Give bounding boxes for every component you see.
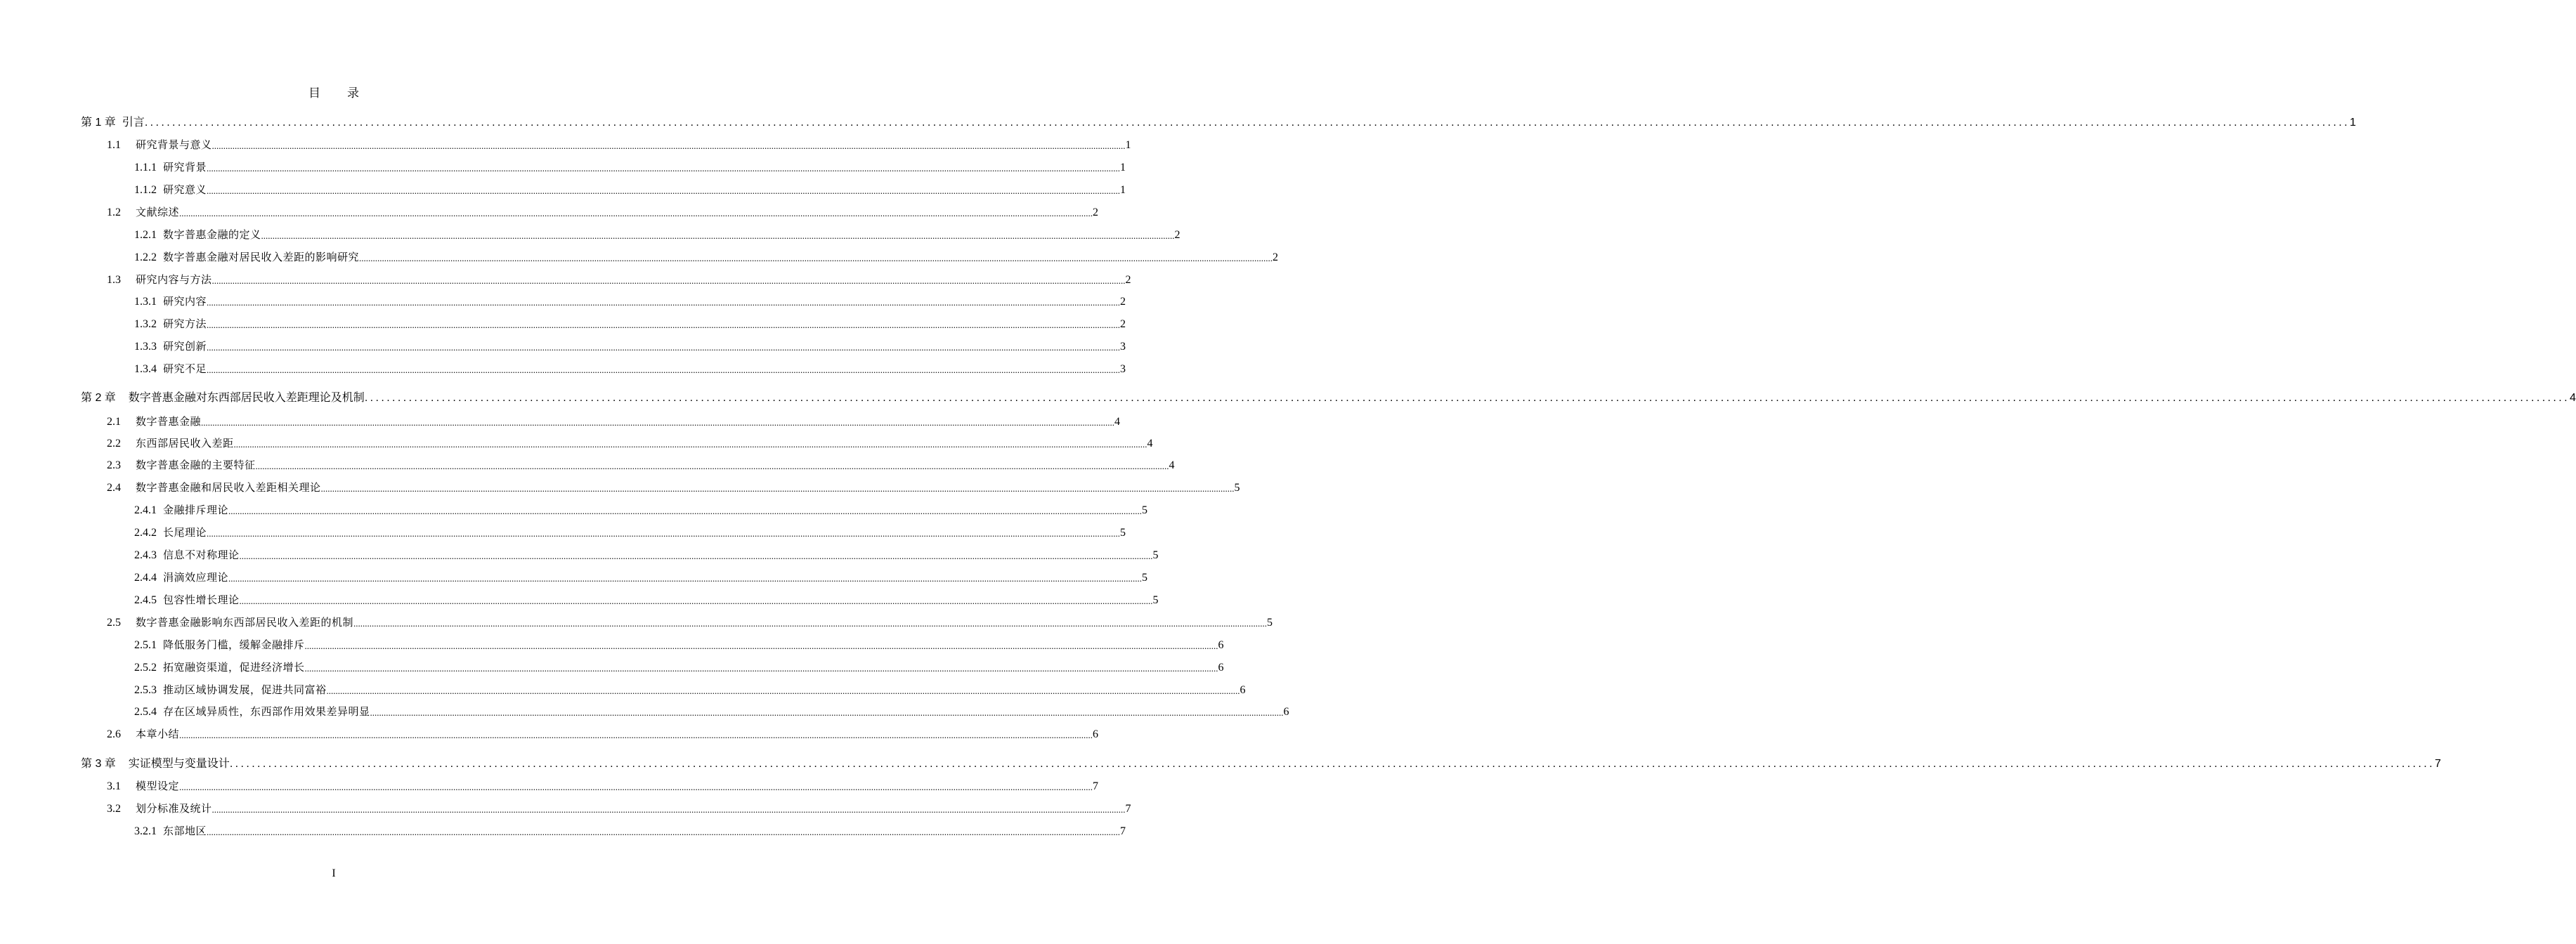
toc-entry-label [81,113,145,129]
toc-entry-number: 2.6 [107,728,121,740]
toc-entry-label [134,570,228,584]
toc-leader-dots: ................................................................................................................................................................................................................................................................................................................................................................................................................ [239,551,1153,562]
toc-entry-label [134,361,207,376]
toc-entry-label [134,249,359,264]
toc-entry-title: 文献综述 [136,206,180,218]
toc-leader-dots: ................................................................................................................................................................................................................................................................................................................................................................................................................ [207,320,1121,331]
toc-entry-title: 金融排斥理论 [163,504,229,516]
toc-entry [107,776,1099,793]
toc-entry [107,478,1240,494]
toc-entry-label [107,615,353,629]
toc-title [0,83,668,101]
toc-entry-number: 2.4 [107,482,121,494]
toc-entry [134,702,1289,719]
toc-entry-title: 长尾理论 [163,526,207,539]
toc-entry [134,180,1126,197]
toc-entry-label [134,339,207,353]
toc-entry-title: 包容性增长理论 [163,594,240,606]
toc-entry [81,388,2576,405]
toc-entry-title: 数字普惠金融的主要特征 [136,459,256,471]
toc-leader-dots: ................................................................................................................................................................................................................................................................................................................................................................................................................ [207,297,1121,308]
toc-leader-dots: ................................................................................................................................................................................................................................................................................................................................................................................................................ [179,782,1093,793]
toc-entry-label [107,435,234,450]
toc-entry-page: 4 [2569,392,2576,404]
toc-entry-page: 5 [1152,594,1159,606]
toc-leader-dots: ................................................................................................................................................................................................................................................................................................................................................................................................................ [207,342,1121,353]
toc-entry-page: 2 [1125,274,1131,286]
toc-entry-title: 研究内容 [163,295,207,308]
toc-entry-page: 6 [1218,662,1224,674]
toc-entry-label [81,388,365,405]
toc-entry-title: 模型设定 [136,780,180,792]
toc-entry-number: 1.3.2 [134,318,157,330]
toc-entry-label [134,637,305,652]
toc-entry-page: 5 [1234,482,1240,494]
toc-leader-dots: ................................................................................................................................................................................................................................................................................................................................................................................................................ [207,185,1121,197]
toc-entry-number: 2.5.3 [134,684,157,696]
toc-entry [134,247,1279,264]
toc-entry-title: 数字普惠金融对居民收入差距的影响研究 [163,251,360,263]
toc-entry-page: 1 [1125,139,1131,151]
toc-entry-page: 5 [1152,549,1159,561]
toc-entry-title: 数字普惠金融影响东西部居民收入差距的机制 [136,616,354,629]
toc-entry-label [134,227,261,242]
toc-entry-number: 3.2.1 [134,825,157,837]
toc-entry-page: 4 [1114,416,1121,428]
toc-leader-dots: ................................................................................................................................................................................................................................................................................................................................................................................................................ [207,365,1121,376]
toc-entry-title: 研究内容与方法 [136,273,212,286]
toc-leader-dots: ................................................................................................................................................................................................................................................................................................................................................................................................................ [179,208,1093,219]
toc-entry-label [134,682,327,697]
toc-entry-page: 6 [1240,684,1246,696]
toc-entry-label [134,592,240,607]
toc-entry [134,657,1224,674]
toc-entry-page: 7 [2434,758,2441,770]
toc-entry-label [134,704,370,719]
toc-entry-number: 2.5 [107,617,121,629]
toc-entry-number: 1.3.4 [134,363,157,375]
toc-entry-label [107,204,179,219]
toc-entry-title: 涓滴效应理论 [163,571,229,584]
toc-leader-dots: ................................................................................................................................................................................................................................................................................................................................................................................................................ [207,163,1121,174]
toc-entry-title: 存在区域异质性，东西部作用效果差异明显 [163,705,370,718]
toc-leader-dots: ................................................................................................................................................................................................................................................................................................................................................................................................................ [261,230,1175,242]
toc-entry-title: 拓宽融资渠道，促进经济增长 [163,661,305,674]
toc-leader-dots: ................................................................................................................................................................................................................................................................................................................................................................................................................ [239,596,1153,607]
toc-entry [107,433,1153,450]
toc-leader-dots: ................................................................................................................................................................................................................................................................................................................................................................................................................ [320,483,1235,494]
toc-entry-title: 研究背景 [163,161,207,173]
toc-entry-title: 数字普惠金融的定义 [163,228,261,241]
toc-entry-title: 东西部居民收入差距 [136,437,234,450]
toc-entry-label [134,823,207,838]
toc-entry-title: 实证模型与变量设计 [128,758,230,770]
toc-title-part1: 目 [308,86,320,100]
toc-entry [134,314,1126,331]
toc-entry-page: 1 [1120,162,1126,173]
toc-entry-page: 7 [1093,780,1099,792]
toc-entry-page: 6 [1283,706,1289,718]
toc-entry-page: 7 [1120,825,1126,837]
toc-entry [107,799,1131,815]
toc-entry [134,523,1126,539]
toc-entry [134,545,1159,562]
toc-entry-title: 数字普惠金融对东西部居民收入差距理论及机制 [128,392,365,404]
toc-entry [134,225,1180,242]
toc-entry-title: 本章小结 [136,728,180,740]
toc-entry-number: 2.2 [107,438,121,450]
toc-entry-title: 研究方法 [163,317,207,330]
toc-entry-number: 1.2.2 [134,251,157,263]
toc-leader-dots: ................................................................................................................................................................................................................................................................................................................................................................................................................ [179,730,1093,741]
toc-leader-dots: ................................................................................................................................................................................................................................................................................................................................................................................................................ [228,506,1143,517]
toc-entry-page: 5 [1142,504,1148,516]
toc-title-part2: 录 [347,86,359,100]
toc-entry-title: 降低服务门槛，缓解金融排斥 [163,638,305,651]
toc-leader-dots: ................................................................................................................................................................................................................................................................................................................................................................................................................ [233,439,1147,450]
toc-entry-title: 划分标准及统计 [136,802,212,815]
toc-entry-number: 1.3.3 [134,341,157,353]
toc-entry-page: 3 [1120,363,1126,375]
toc-entry-number: 2.5.4 [134,706,157,718]
toc-entry-page: 3 [1120,341,1126,353]
toc-entry-title: 信息不对称理论 [163,549,240,561]
toc-entry-title: 东部地区 [163,825,207,837]
toc-entry-number: 1.2.1 [134,229,157,241]
toc-entry-label [134,294,207,308]
toc-entry-number: 2.4.1 [134,504,157,516]
toc-entry-number: 2.4.5 [134,594,157,606]
toc-entry [134,500,1148,517]
toc-entry [134,291,1126,308]
toc-entry-number: 2.3 [107,459,121,471]
toc-entry-page: 2 [1273,251,1279,263]
toc-entry [134,568,1148,584]
toc-entry-label [107,457,256,472]
toc-entry-page: 1 [2349,117,2356,129]
toc-entry-number: 2.1 [107,416,121,428]
toc-entry-label [81,754,230,771]
toc-entry [107,202,1099,219]
toc-entry-number: 2.4.2 [134,527,157,539]
toc-leader-dots: ................................................................................................................................................................................................................................................................................................................................................................................................................ [207,528,1121,539]
toc-leader-dots: ................................................................................................................................................................................................................................................................................................................................................................................................................ [212,140,1126,152]
toc-entry-number: 1.3.1 [134,296,157,308]
toc-entry [107,270,1131,287]
toc-leader-dots: ................................................................................................................................................................................................................................................................................................................................................................................................................ [229,757,2435,770]
toc-entry-label [107,801,212,815]
toc-entry [134,157,1126,174]
toc-entry-label [107,414,201,428]
toc-entry [81,112,2356,129]
toc-leader-dots: ................................................................................................................................................................................................................................................................................................................................................................................................................ [144,116,2350,129]
toc-entry-page: 5 [1142,572,1148,584]
toc-entry [107,724,1099,741]
toc-entry-label [107,726,179,741]
toc-entry-number: 2.4.4 [134,572,157,584]
toc-entry-label [134,182,207,197]
toc-entry-number: 2.5.1 [134,639,157,651]
toc-entry-label [134,316,207,331]
toc-leader-dots: ................................................................................................................................................................................................................................................................................................................................................................................................................ [304,641,1218,652]
toc-entry-title: 研究背景与意义 [136,138,212,151]
toc-entry-page: 1 [1120,184,1126,196]
toc-entry-number: 3.1 [107,780,121,792]
toc-entry [81,754,2441,771]
toc-leader-dots: ................................................................................................................................................................................................................................................................................................................................................................................................................ [228,573,1143,584]
toc-leader-dots: ................................................................................................................................................................................................................................................................................................................................................................................................................ [370,707,1284,719]
toc-entry-label [134,525,207,539]
toc-leader-dots: ................................................................................................................................................................................................................................................................................................................................................................................................................ [255,461,1169,472]
toc-entry-page: 6 [1093,728,1099,740]
toc-entry [107,455,1175,472]
toc-entry-label [107,272,212,287]
toc-entry [134,359,1126,376]
toc-entry [107,412,1121,428]
toc-entry-page: 2 [1174,229,1180,241]
toc-entry-number: 1.1.2 [134,184,157,196]
toc-leader-dots: ................................................................................................................................................................................................................................................................................................................................................................................................................ [212,275,1126,287]
toc-entry-page: 2 [1093,206,1099,218]
toc-entry-page: 4 [1169,459,1175,471]
toc-entry-title: 数字普惠金融和居民收入差距相关理论 [136,481,321,494]
toc-entry-title: 推动区域协调发展，促进共同富裕 [163,683,327,696]
toc-leader-dots: ................................................................................................................................................................................................................................................................................................................................................................................................................ [326,686,1240,697]
toc-entry [134,821,1126,838]
toc-leader-dots: ................................................................................................................................................................................................................................................................................................................................................................................................................ [353,618,1268,629]
toc-entry-number: 第 2 章 [81,392,116,404]
toc-entry-title: 研究不足 [163,362,207,375]
footer-page-number: I [332,867,336,879]
toc-leader-dots: ................................................................................................................................................................................................................................................................................................................................................................................................................ [201,417,1115,428]
toc-entry-label [134,159,207,174]
toc-entry-number: 1.3 [107,274,121,286]
toc-entry-title: 研究创新 [163,340,207,353]
toc-entry [134,336,1126,353]
toc-entry-page: 7 [1125,803,1131,815]
toc-leader-dots: ................................................................................................................................................................................................................................................................................................................................................................................................................ [359,253,1273,264]
toc-entry [107,612,1273,629]
toc-entry-page: 5 [1267,617,1273,629]
toc-entry-page: 2 [1120,318,1126,330]
toc-entry-page: 2 [1120,296,1126,308]
toc-entry-page: 5 [1120,527,1126,539]
toc-entry-number: 1.1 [107,139,121,151]
toc-entry-number: 第 3 章 [81,758,116,770]
toc-entry-label [134,660,305,674]
toc-entry-number: 2.4.3 [134,549,157,561]
toc-entry-title: 引言 [122,117,145,129]
toc-entry-label [107,778,179,793]
toc-entry [107,135,1131,152]
toc-entry-label [134,502,228,517]
toc-entry-label [107,137,212,152]
toc-entry-number: 3.2 [107,803,121,815]
toc-entry-page: 4 [1147,438,1153,450]
toc-entry [134,590,1159,607]
toc-leader-dots: ................................................................................................................................................................................................................................................................................................................................................................................................................ [364,391,2570,404]
toc-entry-page: 6 [1218,639,1224,651]
toc-entry-number: 1.1.1 [134,162,157,173]
toc-entry-title: 数字普惠金融 [136,415,202,428]
toc-entry-number: 第 1 章 [81,117,116,129]
toc-entry-number: 2.5.2 [134,662,157,674]
toc-entry-label [134,547,240,562]
toc-leader-dots: ................................................................................................................................................................................................................................................................................................................................................................................................................ [304,663,1218,674]
toc-leader-dots: ................................................................................................................................................................................................................................................................................................................................................................................................................ [212,804,1126,815]
toc-entry-number: 1.2 [107,206,121,218]
toc-leader-dots: ................................................................................................................................................................................................................................................................................................................................................................................................................ [207,827,1121,838]
toc-entry [134,680,1246,697]
toc-entry-title: 研究意义 [163,183,207,196]
toc-entry-label [107,480,321,494]
toc-entry [134,635,1224,652]
